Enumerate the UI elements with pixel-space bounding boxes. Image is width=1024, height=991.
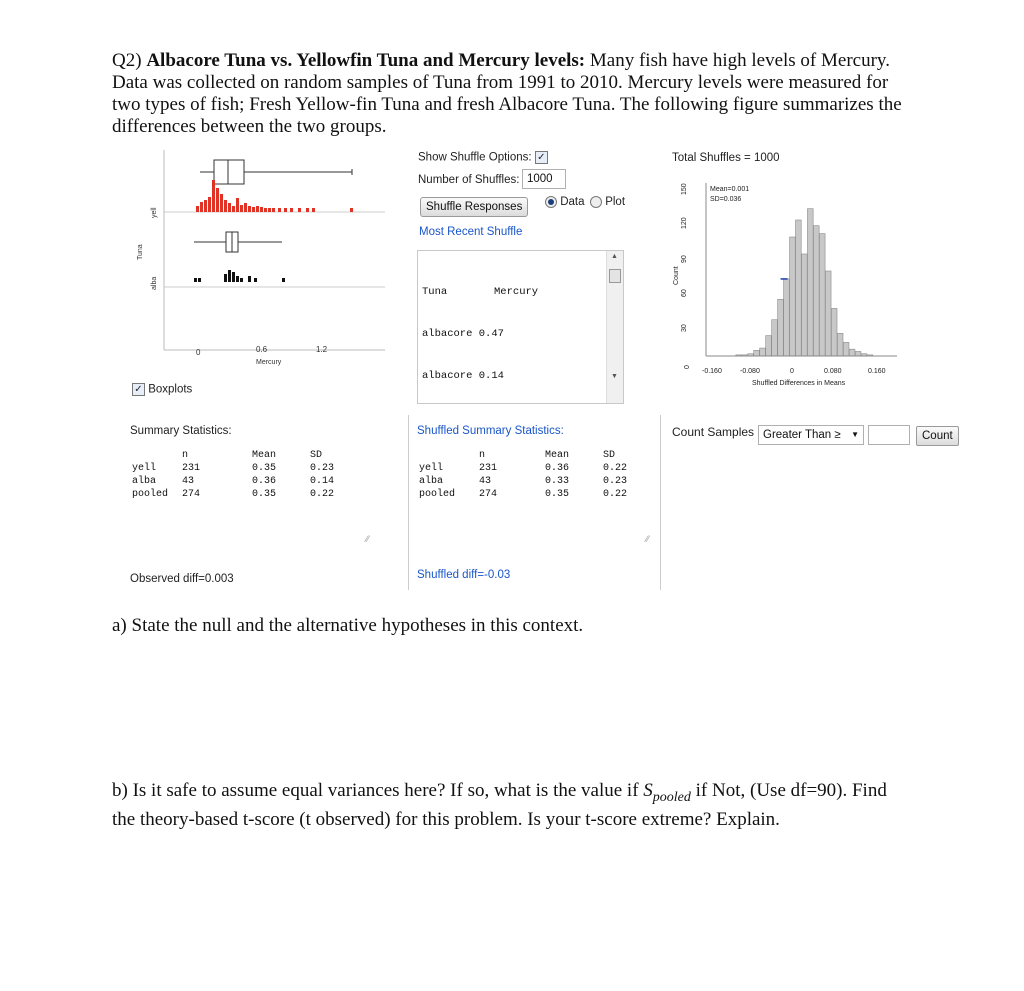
table-cell: 0.22 <box>310 489 335 500</box>
x-tick-1: 0.6 <box>256 345 268 354</box>
table-cell: yell <box>132 463 157 474</box>
sd-text: SD=0.036 <box>710 196 742 203</box>
question-title: Albacore Tuna vs. Yellowfin Tuna and Mercury levels: <box>146 50 586 71</box>
scrollbar[interactable] <box>606 251 623 403</box>
table-cell: alba <box>132 476 157 487</box>
x-tick-neg-080: -0.080 <box>740 368 760 375</box>
chevron-down-icon: ▼ <box>851 430 859 439</box>
table-row <box>132 462 340 475</box>
scroll-thumb[interactable] <box>609 269 621 283</box>
radio-plot-option[interactable] <box>590 196 625 208</box>
show-shuffle-options <box>418 151 548 164</box>
histogram-bar <box>855 351 861 356</box>
resize-handle[interactable]: ⁄⁄ <box>366 534 370 544</box>
y-axis-label: Count <box>673 266 680 285</box>
number-of-shuffles-label: Number of Shuffles: <box>418 174 520 186</box>
table-cell: 0.33 <box>545 476 570 487</box>
table-cell: yell <box>419 463 444 474</box>
table-cell: pooled <box>419 489 456 500</box>
header-cell <box>419 449 479 462</box>
s-pooled-symbol <box>643 780 691 805</box>
table-row <box>132 488 340 501</box>
histogram-bar <box>766 336 772 356</box>
table-cell: 0.23 <box>310 463 335 474</box>
group-axis-label: Tuna <box>137 244 144 260</box>
table-cell: alba <box>419 476 444 487</box>
shuffled-diff: Shuffled diff=-0.03 <box>417 569 511 581</box>
total-shuffles: Total Shuffles = 1000 <box>672 152 780 164</box>
table-cell: 43 <box>479 476 492 487</box>
table-row <box>419 488 633 501</box>
x-tick-neg-160: -0.160 <box>702 368 722 375</box>
group-plot <box>130 150 390 375</box>
table-row <box>419 462 633 475</box>
table-row <box>132 475 340 488</box>
question-body: Many fish have high levels of Mercury. Data was collected on random samples of Tuna from 1991 to 2010. Mercury levels were measured for two types of fish; Fresh Yellow-fin Tuna and fresh Albacore Tuna. The following figure summarizes the differences between the two groups. <box>112 50 902 137</box>
x-tick-2: 1.2 <box>316 345 328 354</box>
recent-tuna: albacore <box>422 370 473 382</box>
scroll-down-icon[interactable]: ▼ <box>611 373 618 380</box>
histogram-bar <box>819 234 825 356</box>
show-shuffle-label: Show Shuffle Options: <box>418 151 532 164</box>
list-item <box>422 327 623 341</box>
recent-header-mercury: Mercury <box>494 286 539 298</box>
histogram-bar <box>843 342 849 356</box>
table-cell: 231 <box>182 463 201 474</box>
table-cell: 0.36 <box>252 476 277 487</box>
histogram-bar <box>754 350 760 356</box>
histogram-bar <box>813 226 819 356</box>
table-cell: pooled <box>132 489 169 500</box>
shuffled-summary-table <box>419 449 633 501</box>
question-b-part2: if Not, (Use df=90). Find the theory-based t-score (t observed) for this problem. Is your t-score extreme? Explain. <box>112 780 887 830</box>
resize-handle[interactable]: ⁄⁄ <box>646 534 650 544</box>
histogram-bar <box>778 299 784 356</box>
radio-data[interactable] <box>545 196 557 208</box>
header-cell: Mean <box>252 450 277 461</box>
y-tick-90: 90 <box>681 255 688 263</box>
header-cell: n <box>182 450 189 461</box>
count-condition-select[interactable] <box>758 425 864 445</box>
radio-plot-label: Plot <box>605 196 626 209</box>
table-row <box>419 449 633 462</box>
y-tick-120: 120 <box>681 217 688 229</box>
question-a: a) State the null and the alternative hypotheses in this context. <box>112 615 584 636</box>
scroll-up-icon[interactable]: ▲ <box>611 253 618 260</box>
shuffled-summary-title: Shuffled Summary Statistics: <box>417 425 564 437</box>
summary-table <box>132 449 340 501</box>
show-shuffle-checkbox[interactable]: ✓ <box>535 151 548 164</box>
recent-shuffle-list[interactable] <box>417 250 624 404</box>
yell-dots <box>196 180 353 212</box>
table-cell: 274 <box>182 489 201 500</box>
shuffle-histogram <box>672 175 902 415</box>
x-tick-160: 0.160 <box>868 368 886 375</box>
recent-mercury: 0.14 <box>478 370 504 382</box>
histogram-bar <box>837 333 843 356</box>
table-cell: 0.35 <box>252 489 277 500</box>
recent-header <box>422 285 623 299</box>
table-cell: 0.22 <box>603 489 628 500</box>
histogram-bar <box>760 348 766 356</box>
table-cell: 0.36 <box>545 463 570 474</box>
divider <box>660 415 661 590</box>
table-cell: 0.35 <box>252 463 277 474</box>
histogram-bar <box>790 237 796 356</box>
count-threshold-input[interactable] <box>868 425 910 445</box>
question-text <box>112 50 902 138</box>
mean-text: Mean=0.001 <box>710 186 750 193</box>
summary-title: Summary Statistics: <box>130 425 232 437</box>
question-number: Q2) <box>112 50 142 71</box>
count-button[interactable]: Count <box>916 426 959 446</box>
histogram-bar <box>784 279 790 356</box>
boxplots-checkbox[interactable]: ✓ <box>132 383 145 396</box>
observed-diff: Observed diff=0.003 <box>130 573 234 585</box>
recent-header-tuna: Tuna <box>422 286 448 298</box>
table-cell: 43 <box>182 476 195 487</box>
radio-data-option[interactable] <box>545 196 585 208</box>
table-row <box>419 475 633 488</box>
yell-boxplot <box>200 160 352 184</box>
table-cell: 274 <box>479 489 498 500</box>
histogram-svg <box>672 175 902 415</box>
boxplots-label: Boxplots <box>148 383 193 396</box>
count-samples-label: Count Samples <box>672 425 755 439</box>
header-cell: Mean <box>545 450 570 461</box>
table-row <box>132 449 340 462</box>
table-cell: 231 <box>479 463 498 474</box>
pooled-subscript: pooled <box>652 789 691 805</box>
x-tick-0: 0 <box>196 348 201 357</box>
histogram-bar <box>849 349 855 356</box>
table-cell: 0.22 <box>603 463 628 474</box>
header-cell: SD <box>310 450 323 461</box>
group-plot-svg <box>130 150 390 375</box>
radio-data-label: Data <box>560 196 585 209</box>
radio-plot[interactable] <box>590 196 602 208</box>
group-alba-label: alba <box>151 276 158 290</box>
x-axis-label: Mercury <box>256 359 282 366</box>
header-cell: n <box>479 450 486 461</box>
select-value: Greater Than ≥ <box>763 429 841 441</box>
table-cell: 0.23 <box>603 476 628 487</box>
histogram-bar <box>796 220 802 356</box>
histogram-bar <box>772 320 778 356</box>
recent-tuna: albacore <box>422 328 473 340</box>
y-tick-30: 30 <box>681 324 688 332</box>
y-tick-60: 60 <box>681 289 688 297</box>
question-b-part1: b) Is it safe to assume equal variances here? If so, what is the value if <box>112 780 644 801</box>
histogram-bar <box>825 271 831 356</box>
list-item <box>422 369 623 383</box>
alba-boxplot <box>194 232 282 252</box>
boxplots-toggle[interactable] <box>132 383 192 396</box>
recent-shuffle-content <box>422 257 623 404</box>
x-axis-label: Shuffled Differences in Means <box>752 380 846 387</box>
alba-dots <box>194 270 285 282</box>
recent-mercury: 0.47 <box>478 328 504 340</box>
histogram-bar <box>831 308 837 356</box>
y-tick-150: 150 <box>681 183 688 195</box>
s-symbol: S <box>643 780 653 801</box>
table-cell: 0.14 <box>310 476 335 487</box>
histogram-bar <box>802 254 808 356</box>
question-b <box>112 780 902 831</box>
number-of-shuffles-input[interactable]: 1000 <box>522 169 566 189</box>
table-cell: 0.35 <box>545 489 570 500</box>
y-tick-0: 0 <box>684 365 691 369</box>
group-yell-label: yell <box>151 207 158 218</box>
header-cell <box>132 449 182 462</box>
x-tick-080: 0.080 <box>824 368 842 375</box>
histogram-bar <box>807 209 813 356</box>
most-recent-shuffle-link[interactable]: Most Recent Shuffle <box>419 226 523 238</box>
divider <box>408 415 409 590</box>
x-tick-0: 0 <box>790 368 794 375</box>
shuffle-responses-button[interactable]: Shuffle Responses <box>420 197 528 217</box>
header-cell: SD <box>603 450 616 461</box>
